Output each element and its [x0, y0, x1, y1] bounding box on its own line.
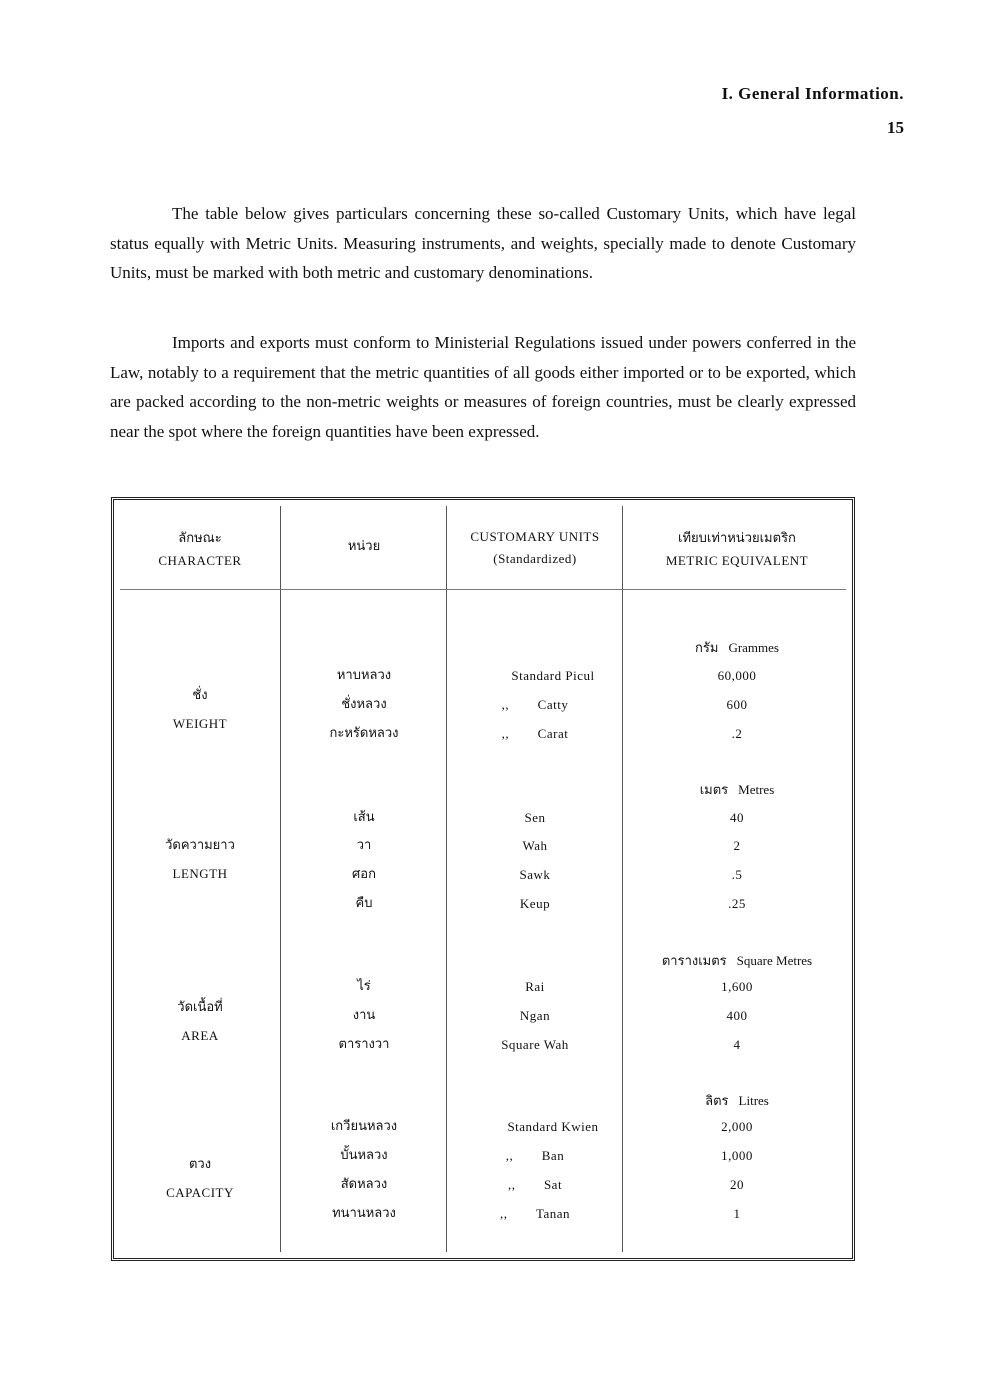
unit-th-cell: หาบหลวง — [336, 668, 392, 683]
header-unit-th: หน่วย — [347, 539, 381, 554]
metric-cell: 400 — [726, 1008, 748, 1023]
paragraph-imports-exports: Imports and exports must conform to Ministerial Regulations issued under powers conferred in the Law, notably to a requirement that the metric quantities of all goods either imported or to be exported, which are packed according to the non-metric weights or measures of foreign countries, must be clearly expressed near the spot where the foreign quantities have been expressed. — [110, 333, 856, 441]
unit-th-cell: ศอก — [352, 867, 376, 882]
unit-th-cell: บั้นหลวง — [340, 1148, 388, 1163]
column-divider — [446, 506, 447, 1252]
character-th: วัดเนื้อที่ — [177, 1000, 223, 1015]
units-table — [111, 497, 855, 1261]
customary-cell: Square Wah — [501, 1037, 569, 1052]
character-th: ตวง — [188, 1157, 212, 1172]
header-metric — [624, 528, 850, 572]
metric-unit-en: Grammes — [728, 640, 779, 655]
metric-unit-heading — [624, 632, 850, 661]
page-number: 15 — [887, 118, 904, 137]
metric-cell: .25 — [728, 896, 746, 911]
metric-cell: 2,000 — [721, 1119, 753, 1134]
unit-th-cell: ไร่ — [357, 979, 371, 994]
customary-cell — [448, 690, 622, 719]
header-customary — [448, 526, 622, 570]
customary-name: Carat — [537, 726, 569, 741]
group-capacity-character — [120, 1151, 280, 1207]
metric-unit-heading — [624, 945, 850, 974]
metric-unit-heading — [624, 774, 850, 803]
ditto-mark: ,, — [507, 1177, 516, 1192]
customary-cell — [448, 1199, 622, 1228]
customary-cell: Wah — [522, 838, 548, 853]
metric-cell: 1 — [733, 1206, 741, 1221]
customary-cell — [448, 719, 622, 748]
ditto-mark: ,, — [501, 697, 510, 712]
metric-unit-th: ตารางเมตร — [661, 954, 727, 969]
header-character-th: ลักษณะ — [178, 531, 222, 546]
character-en: LENGTH — [172, 866, 228, 881]
header-character — [120, 528, 280, 572]
customary-name: Tanan — [535, 1206, 571, 1221]
header-unit — [282, 536, 446, 558]
column-divider — [280, 506, 281, 1252]
metric-unit-th: กรัม — [695, 641, 719, 656]
customary-cell: Sawk — [519, 867, 551, 882]
unit-th-cell: ทนานหลวง — [332, 1206, 396, 1221]
customary-cell — [448, 1170, 622, 1199]
character-en: CAPACITY — [166, 1185, 234, 1200]
metric-unit-heading — [624, 1085, 850, 1114]
unit-th-cell: ตารางวา — [338, 1037, 390, 1052]
customary-name: Standard Kwien — [507, 1119, 599, 1134]
unit-th-cell: ชั่งหลวง — [341, 697, 387, 712]
customary-cell: Sen — [524, 810, 546, 825]
paragraph-customary-units: The table below gives particulars concerning these so-called Customary Units, which have legal status equally with Metric Units. Measuring instruments, and weights, specially made to denote Customary Units, must be marked with both metric and customary denominations. — [110, 204, 856, 282]
customary-name: Catty — [537, 697, 569, 712]
header-character-en: CHARACTER — [158, 553, 242, 568]
metric-cell: 20 — [730, 1177, 744, 1192]
customary-cell — [448, 1141, 622, 1170]
header-metric-th: เทียบเท่าหน่วยเมตริก — [678, 531, 796, 546]
header-metric-en: METRIC EQUIVALENT — [665, 553, 809, 568]
ditto-mark: ,, — [499, 1206, 508, 1221]
unit-th-cell: เกวียนหลวง — [330, 1119, 398, 1134]
metric-unit-th: ลิตร — [705, 1094, 729, 1109]
metric-unit-en: Litres — [738, 1093, 769, 1108]
unit-th-cell: สัดหลวง — [340, 1177, 388, 1192]
customary-cell: Ngan — [519, 1008, 551, 1023]
metric-unit-en: Metres — [738, 782, 775, 797]
ditto-mark: ,, — [505, 1148, 514, 1163]
group-weight-character — [120, 682, 280, 738]
metric-cell: .2 — [731, 726, 743, 741]
customary-name: Standard Picul — [511, 668, 595, 683]
header-customary-sub: (Standardized) — [493, 551, 577, 566]
customary-cell — [448, 1112, 622, 1141]
unit-th-cell: วา — [356, 838, 372, 853]
group-length-character — [120, 832, 280, 888]
metric-cell: 1,000 — [721, 1148, 753, 1163]
column-divider — [622, 506, 623, 1252]
character-th: วัดความยาว — [165, 838, 235, 853]
metric-unit-en: Square Metres — [736, 953, 813, 968]
metric-cell: .5 — [731, 867, 743, 882]
character-en: AREA — [181, 1028, 219, 1043]
character-en: WEIGHT — [172, 716, 228, 731]
running-head: I. General Information. — [721, 84, 904, 103]
unit-th-cell: กะหรัดหลวง — [329, 726, 399, 741]
unit-th-cell: เส้น — [353, 810, 375, 825]
metric-cell: 60,000 — [717, 668, 757, 683]
customary-name: Ban — [541, 1148, 565, 1163]
customary-cell — [448, 661, 622, 690]
group-area-character — [120, 994, 280, 1050]
customary-name: Sat — [543, 1177, 563, 1192]
unit-th-cell: งาน — [352, 1008, 376, 1023]
metric-cell: 600 — [726, 697, 748, 712]
metric-cell: 40 — [730, 810, 744, 825]
header-rule — [120, 589, 846, 590]
unit-th-cell: คืบ — [355, 896, 373, 911]
customary-cell: Keup — [519, 896, 551, 911]
metric-unit-th: เมตร — [699, 783, 729, 798]
customary-cell: Rai — [525, 979, 545, 994]
ditto-mark: ,, — [501, 726, 510, 741]
metric-cell: 1,600 — [721, 979, 753, 994]
metric-cell: 4 — [733, 1037, 741, 1052]
metric-cell: 2 — [733, 838, 741, 853]
header-customary-en: CUSTOMARY UNITS — [470, 529, 600, 544]
character-th: ชั่ง — [192, 688, 208, 703]
